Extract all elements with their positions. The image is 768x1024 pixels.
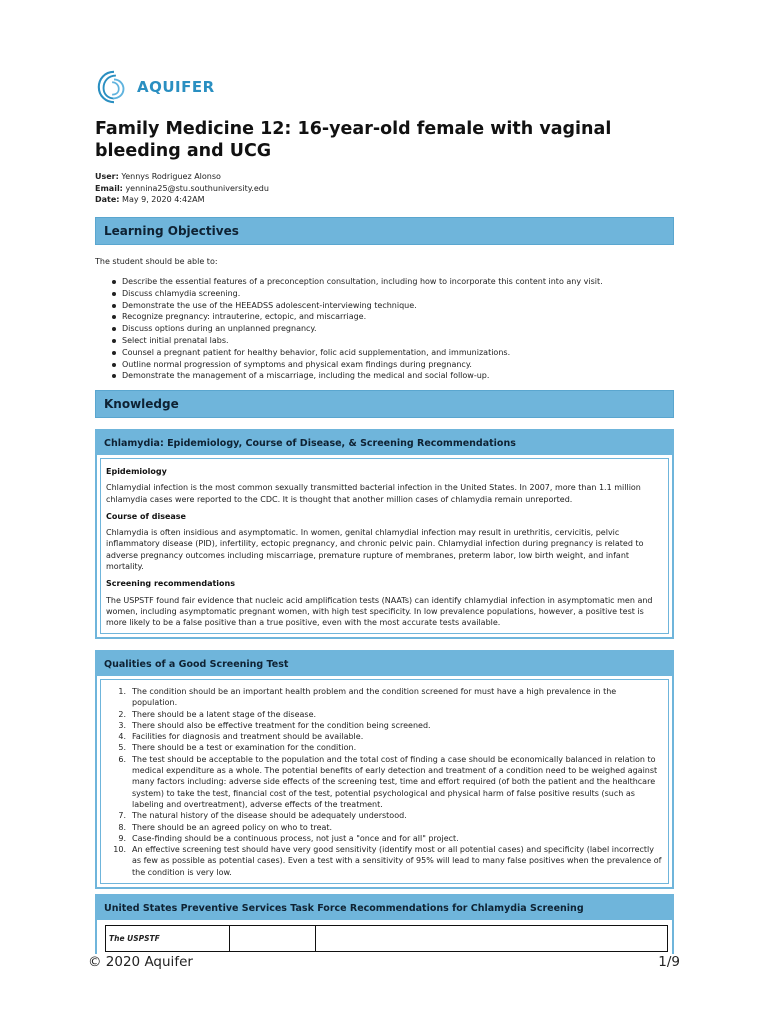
list-item: Outline normal progression of symptoms and physical exam findings during pregnancy. bbox=[110, 359, 670, 371]
table-row bbox=[106, 926, 668, 952]
item-number: 1. bbox=[118, 687, 126, 696]
item-number: 7. bbox=[118, 811, 126, 821]
item-text: There should also be effective treatment for the condition being screened. bbox=[132, 720, 431, 730]
email-value: yennina25@stu.southuniversity.edu bbox=[125, 183, 269, 193]
list-item: Counsel a pregnant patient for healthy behavior, folic acid supplementation, and immunizations. bbox=[110, 347, 670, 359]
uspstf-heading: United States Preventive Services Task Force Recommendations for Chlamydia Screening bbox=[97, 896, 672, 920]
list-item bbox=[106, 742, 663, 753]
item-number: 2. bbox=[118, 709, 126, 719]
list-item bbox=[106, 822, 663, 833]
screening-test-box bbox=[95, 650, 674, 889]
item-number: 9. bbox=[118, 833, 126, 843]
user-value: Yennys Rodriguez Alonso bbox=[121, 172, 221, 181]
list-item: Demonstrate the management of a miscarriage, including the medical and social follow-up. bbox=[110, 370, 670, 382]
page-number: 1/9 bbox=[658, 954, 680, 970]
chlamydia-box-heading: Chlamydia: Epidemiology, Course of Disease, & Screening Recommendations bbox=[97, 431, 672, 455]
item-text: There should be an agreed policy on who to treat. bbox=[132, 822, 333, 832]
date-value: May 9, 2020 4:42AM bbox=[122, 195, 205, 204]
course-heading: Course of disease bbox=[106, 511, 186, 521]
table-cell bbox=[316, 926, 668, 952]
page-footer bbox=[88, 954, 680, 970]
chlamydia-box-body bbox=[100, 458, 669, 634]
email-line bbox=[95, 183, 269, 195]
list-item bbox=[106, 731, 663, 742]
list-item bbox=[106, 754, 663, 810]
email-label: Email: bbox=[95, 183, 123, 193]
item-number: 10. bbox=[113, 845, 126, 855]
list-item: Discuss chlamydia screening. bbox=[110, 288, 670, 300]
list-item: Discuss options during an unplanned pregnancy. bbox=[110, 323, 670, 335]
date-label: Date: bbox=[95, 195, 120, 204]
document-title: Family Medicine 12: 16-year-old female with vaginal bleeding and UCG bbox=[95, 119, 612, 161]
copyright: © 2020 Aquifer bbox=[88, 954, 193, 970]
learning-objectives-heading: Learning Objectives bbox=[95, 217, 674, 245]
list-item: Demonstrate the use of the HEEADSS adolescent-interviewing technique. bbox=[110, 300, 670, 312]
list-item bbox=[106, 833, 663, 844]
aquifer-logo bbox=[95, 68, 215, 106]
date-line bbox=[95, 194, 269, 206]
chlamydia-box bbox=[95, 429, 674, 639]
table-cell: The USPSTF bbox=[106, 926, 230, 952]
brand-name: AQUIFER bbox=[137, 78, 215, 96]
item-text: The natural history of the disease should be adequately understood. bbox=[132, 811, 407, 821]
list-item: Describe the essential features of a preconception consultation, including how to incorporate this content into any visit. bbox=[110, 276, 670, 288]
list-item: Recognize pregnancy: intrauterine, ectopic, and miscarriage. bbox=[110, 311, 670, 323]
knowledge-heading: Knowledge bbox=[95, 390, 674, 418]
item-text: Case-finding should be a continuous process, not just a "once and for all" project. bbox=[132, 833, 459, 843]
list-item bbox=[106, 709, 663, 720]
item-text: The condition should be an important health problem and the condition screened for must have a high prevalence in the population. bbox=[132, 687, 617, 708]
list-item bbox=[106, 720, 663, 731]
list-item bbox=[106, 844, 663, 878]
user-label: User: bbox=[95, 172, 119, 181]
objectives-intro: The student should be able to: bbox=[95, 257, 218, 266]
screening-test-body bbox=[100, 679, 669, 884]
list-item: Select initial prenatal labs. bbox=[110, 335, 670, 347]
item-number: 8. bbox=[118, 822, 126, 832]
item-text: An effective screening test should have very good sensitivity (identify most or all potential cases) and specificity (label incorrectly as few as possible as potential cases). Even a test with a sensitivity of 95% will lead to many false positives when the prevalence of the condition is very low. bbox=[132, 845, 662, 877]
item-text: The test should be acceptable to the population and the total cost of finding a case should be economically balanced in relation to medical expenditure as a whole. The potential benefits of early detection and treatment of a condition need to be weighed against many factors including: adverse side effects of the screening test, time and effort required (of both the patient and the healthcare system) to take the test, financial cost of the test, potential psychological and physical harm of false positive results (such as labeling and overtreatment), adverse effects of the treatment. bbox=[132, 754, 658, 809]
list-item bbox=[106, 686, 663, 709]
objectives-list bbox=[110, 276, 670, 382]
item-number: 5. bbox=[118, 743, 126, 753]
epidemiology-text: Chlamydial infection is the most common sexually transmitted bacterial infection in the United States. In 2007, more than 1.1 million chlamydia cases were reported to the CDC. It is thought that another million cases of chlamydia remain unreported. bbox=[106, 483, 641, 504]
table-cell bbox=[230, 926, 316, 952]
item-number: 4. bbox=[118, 732, 126, 742]
item-text: Facilities for diagnosis and treatment should be available. bbox=[132, 732, 364, 742]
uspstf-table bbox=[105, 925, 668, 952]
screening-heading: Screening recommendations bbox=[106, 579, 235, 589]
item-text: There should be a test or examination for the condition. bbox=[132, 743, 357, 753]
epidemiology-heading: Epidemiology bbox=[106, 467, 167, 476]
screening-text: The USPSTF found fair evidence that nucleic acid amplification tests (NAATs) can identify chlamydial infection in asymptomatic men and women, including asymptomatic pregnant women, with high test specificity. In low prevalence populations, however, a positive test is more likely to be a false positive than a true positive, even with the most accurate tests available. bbox=[106, 595, 653, 628]
user-line bbox=[95, 171, 269, 183]
aquifer-logo-icon bbox=[95, 68, 133, 106]
criteria-list bbox=[106, 686, 663, 878]
list-item bbox=[106, 810, 663, 821]
item-text: There should be a latent stage of the disease. bbox=[132, 709, 317, 719]
document-meta bbox=[95, 171, 269, 206]
course-text: Chlamydia is often insidious and asymptomatic. In women, genital chlamydial infection may result in urethritis, cervicitis, pelvic inflammatory disease (PID), infertility, ectopic pregnancy, and chronic pelvic pain. Chlamydial infection during pregnancy is related to adverse pregnancy outcomes including miscarriage, premature rupture of membranes, preterm labor, low birth weight, and infant mortality. bbox=[106, 528, 644, 572]
screening-test-heading: Qualities of a Good Screening Test bbox=[97, 652, 672, 676]
item-number: 6. bbox=[118, 754, 126, 764]
item-number: 3. bbox=[118, 720, 126, 730]
